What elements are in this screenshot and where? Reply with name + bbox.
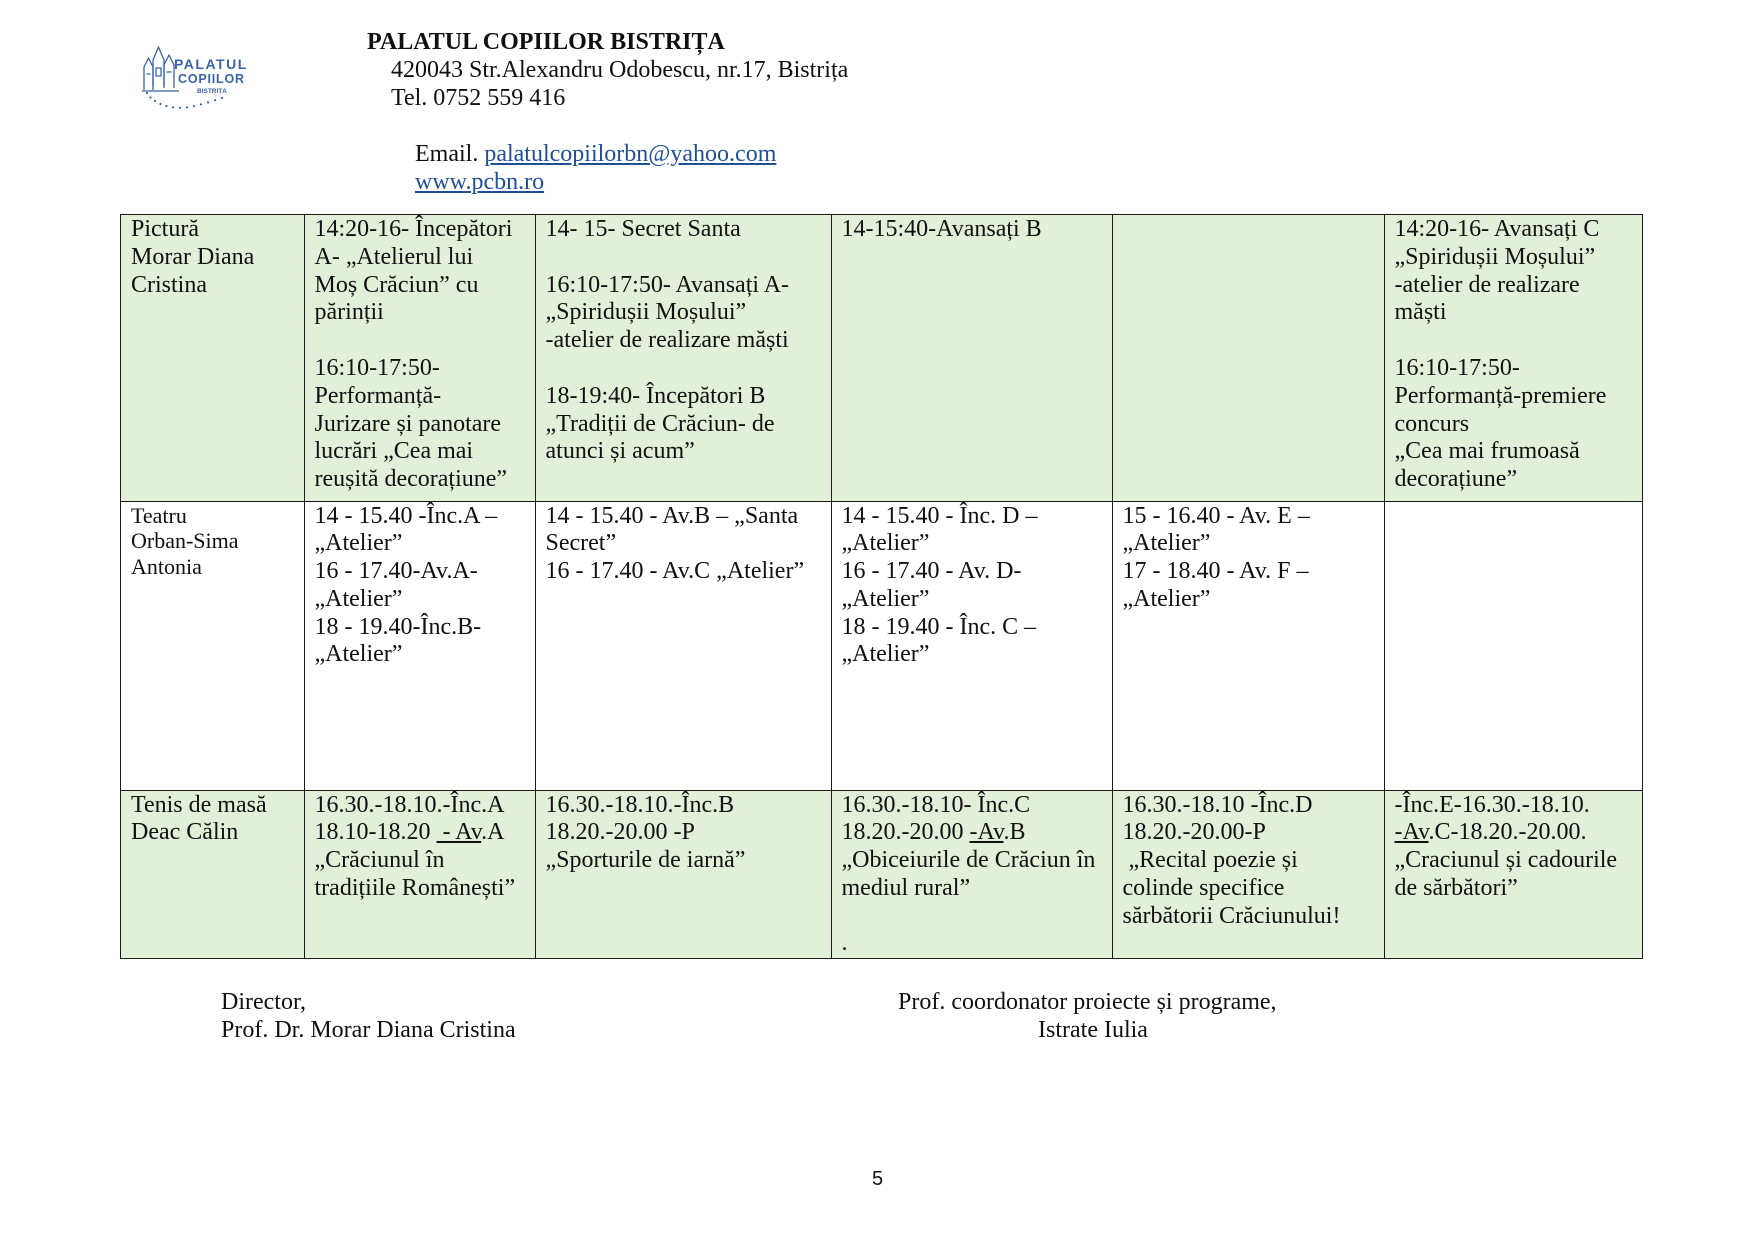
cell-text-line: 16 - 17.40 - Av.C „Atelier” [545,558,805,585]
cell-text-line: măști [1394,299,1447,326]
cell-text-line: Deac Călin [131,819,239,846]
email-link[interactable]: palatulcopiilorbn@yahoo.com [484,141,777,167]
page-number: 5 [872,1168,884,1190]
schedule-cell [305,502,536,791]
schedule-cell [536,215,832,502]
schedule-cell [1113,791,1385,959]
cell-text-line: Antonia [131,553,202,579]
schedule-cell [536,791,832,959]
activity-cell [121,791,305,959]
cell-text-line: „Cea mai frumoasă [1394,438,1580,465]
cell-text-line: 17 - 18.40 - Av. F – [1122,558,1309,585]
schedule-cell [1113,502,1385,791]
cell-text-line: Jurizare și panotare [314,410,502,437]
schedule-cell [832,791,1113,959]
cell-text-line: A- „Atelierul lui [314,243,474,270]
cell-text-line: Tenis de masă [131,791,267,818]
cell-text-line: 14 - 15.40 -Înc.A – [314,502,498,529]
text-segment: .B [1003,819,1026,846]
cell-text-line: „Sporturile de iarnă” [545,847,746,874]
phone-line: Tel. 0752 559 416 [391,85,566,111]
cell-text-line: „Atelier” [314,641,403,668]
cell-text-line: 14:20-16- Avansați C [1394,216,1600,242]
cell-text-line: „Craciunul și cadourile [1394,847,1618,874]
website-line [391,140,544,224]
schedule-cell [1385,791,1643,959]
cell-text-line: colinde specifice [1122,874,1285,901]
cell-text-line: „Spiridușii Moșului” [545,299,747,326]
cell-text-line: Performanță- [314,382,442,409]
activity-cell [121,502,305,791]
cell-text-line: concurs [1394,410,1470,437]
cell-text-line: 18 - 19.40-Înc.B- [314,613,482,640]
cell-text-line: 14-15:40-Avansați B [841,216,1042,242]
org-title: PALATUL COPIILOR BISTRIȚA [367,29,725,55]
cell-text-line: 18 - 19.40 - Înc. C – [841,613,1037,640]
schedule-cell [536,502,832,791]
cell-text-line: 16.30.-18.10.-Înc.B [545,791,735,818]
underlined-text: -Av [969,819,1004,846]
cell-text-line: „Atelier” [841,585,930,612]
cell-text-line: mediul rural” [841,874,971,901]
cell-text-line [842,903,1108,931]
cell-text-line: Orban-Sima [131,528,239,554]
schedule-cell [1113,215,1385,502]
cell-text-line: 16.30.-18.10 -Înc.D [1122,791,1313,818]
schedule-table [120,214,1643,959]
cell-text-line: 18.20.-20.00 -P [545,819,695,846]
cell-text-line: Pictură [131,216,199,242]
cell-text-line: 18.20.-20.00-P [1122,819,1266,846]
activity-cell [121,215,305,502]
cell-text-line: 14 - 15.40 - Înc. D – [841,502,1038,529]
cell-text-line: „Atelier” [1122,585,1211,612]
cell-text-line: -atelier de realizare măști [545,327,789,354]
email-label: Email. [415,141,479,167]
cell-text-line: părinții [314,299,384,326]
cell-text-line [315,819,531,847]
cell-text-line: Cristina [131,271,207,298]
cell-text-line: lucrări „Cea mai [314,438,474,465]
schedule-cell [1385,502,1643,791]
schedule-cell [1385,215,1643,502]
text-segment: 18.20.-20.00 [841,819,970,846]
cell-text-line: Teatru [131,502,187,528]
logo-text-copiilor: COPIILOR [178,72,245,86]
cell-text-line: 16:10-17:50- Avansați A- [545,271,790,298]
cell-text-line: de sărbători” [1394,874,1518,901]
cell-text-line [546,244,827,272]
cell-text-line: tradițiile Românești” [314,874,516,901]
cell-text-line: „Spiridușii Moșului” [1394,243,1596,270]
cell-text-line: -atelier de realizare [1394,271,1580,298]
text-segment: .A [481,819,505,846]
director-name: Prof. Dr. Morar Diana Cristina [221,1017,516,1043]
cell-text-line: „Atelier” [841,530,930,557]
cell-text-line [842,819,1108,847]
underlined-text: -Av [1394,819,1429,846]
schedule-cell [832,215,1113,502]
cell-text-line: 16 - 17.40-Av.A- [314,558,478,585]
cell-text-line: decorațiune” [1394,466,1518,493]
cell-text-line: 14:20-16- Începători [314,216,513,242]
cell-text-line: „Atelier” [314,530,403,557]
cell-text-line: „Recital poezie și [1122,847,1298,874]
cell-text-line [546,355,827,383]
schedule-cell [832,502,1113,791]
schedule-cell [305,791,536,959]
coordinator-name: Istrate Iulia [1038,1017,1148,1043]
logo-text-bistrita: BISTRIȚA [197,88,227,95]
cell-text-line: „Obiceiurile de Crăciun în [841,847,1096,874]
cell-text-line: -Înc.E-16.30.-18.10. [1394,791,1590,818]
address-line: 420043 Str.Alexandru Odobescu, nr.17, Bistrița [391,57,849,83]
cell-text-line: „Tradiții de Crăciun- de [545,410,775,437]
cell-text-line: Morar Diana [131,243,255,270]
logo [141,44,257,112]
cell-text-line: 18-19:40- Începători B [545,382,766,409]
website-link[interactable]: www.pcbn.ro [415,169,545,195]
cell-text-line: 14 - 15.40 - Av.B – „Santa [545,502,799,529]
cell-text-line: 16:10-17:50- [1394,354,1520,381]
cell-text-line: 16.30.-18.10- Înc.C [841,791,1031,818]
director-role: Director, [221,989,306,1015]
text-segment: .C-18.20.-20.00. [1428,819,1587,846]
text-segment: 18.10-18.20 [314,819,437,846]
cell-text-line: . [841,930,848,957]
underlined-text: - Av [436,819,482,846]
cell-text-line: „Atelier” [1122,530,1211,557]
cell-text-line [1395,819,1638,847]
cell-text-line: Secret” [545,530,617,557]
cell-text-line: „Crăciunul în [314,847,445,874]
cell-text-line: „Atelier” [314,585,403,612]
cell-text-line: atunci și acum” [545,438,695,465]
cell-text-line: 14- 15- Secret Santa [545,216,741,242]
cell-text-line: reușită decorațiune” [314,466,508,493]
cell-text-line: „Atelier” [841,641,930,668]
cell-text-line: 16:10-17:50- [314,354,440,381]
cell-text-line [315,327,531,355]
cell-text-line: Moș Crăciun” cu [314,271,479,298]
schedule-cell [305,215,536,502]
cell-text-line: 16.30.-18.10.-Înc.A [314,791,505,818]
coordinator-role: Prof. coordonator proiecte și programe, [898,989,1277,1015]
cell-text-line: Performanță-premiere [1394,382,1607,409]
cell-text-line: 15 - 16.40 - Av. E – [1122,502,1310,529]
cell-text-line: 16 - 17.40 - Av. D- [841,558,1022,585]
cell-text-line [1395,327,1638,355]
cell-text-line: sărbătorii Crăciunului! [1122,902,1341,929]
logo-text-palatul: PALATUL [174,56,248,72]
